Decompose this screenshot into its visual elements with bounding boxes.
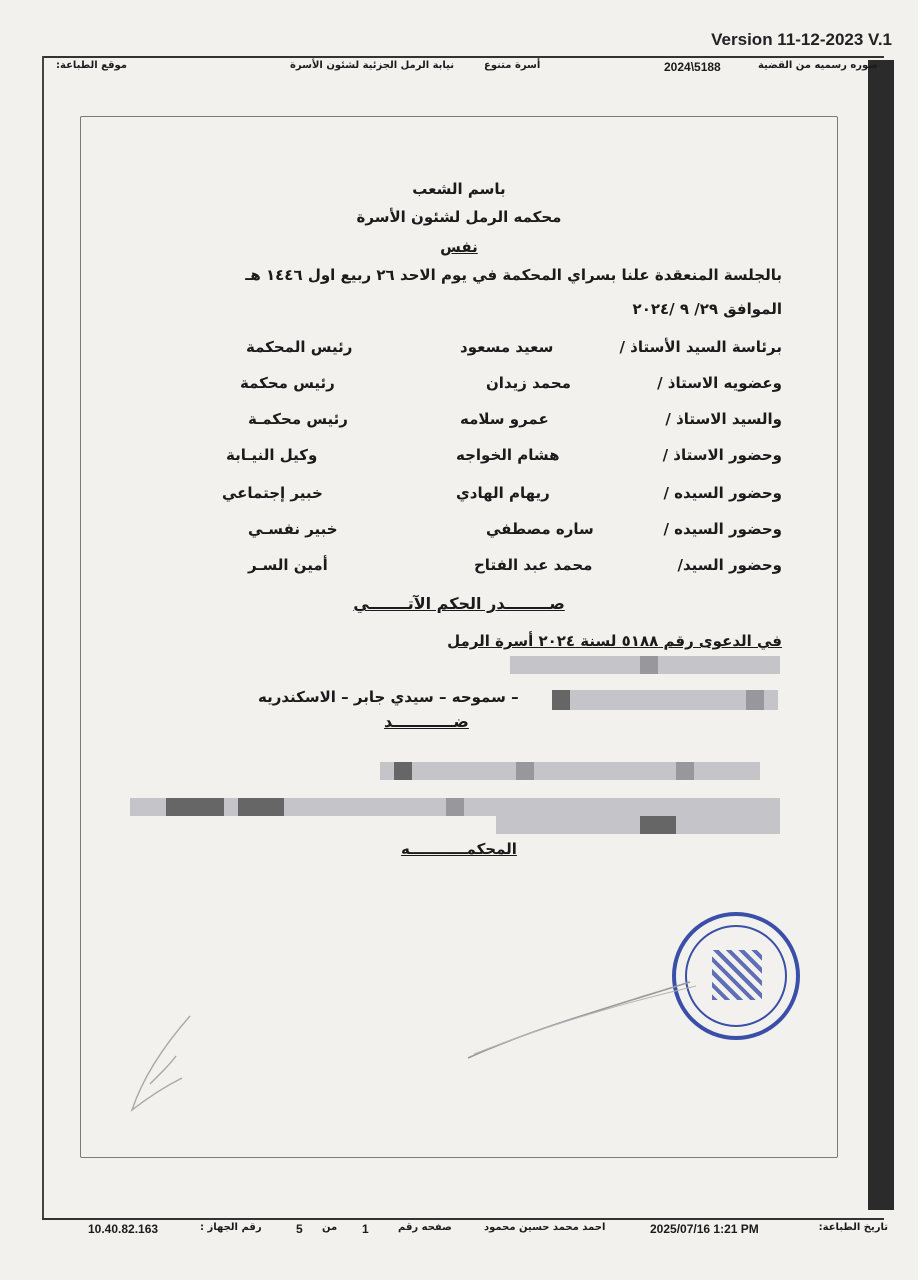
panel-name: سعيد مسعود bbox=[460, 338, 554, 356]
redaction-block bbox=[640, 656, 658, 674]
court-heading: المحكمـــــــــــه bbox=[401, 840, 517, 858]
date-line: الموافق ٢٩/ ٩ /٢٠٢٤ bbox=[632, 300, 782, 318]
against-label: ضـــــــــــد bbox=[384, 712, 469, 731]
case-type: أسرة متنوع bbox=[484, 60, 541, 71]
panel-role: وكيل النيـابة bbox=[226, 446, 318, 464]
session-line: بالجلسة المنعقدة علنا بسراي المحكمة في يوم الاحد ٢٦ ربيع اول ١٤٤٦ هـ bbox=[245, 266, 782, 284]
print-date-label: تاريخ الطباعة: bbox=[818, 1222, 888, 1233]
page-label: صفحه رقم bbox=[398, 1222, 452, 1233]
redaction-block bbox=[238, 798, 284, 816]
printed-by: احمد محمد حسين محمود bbox=[484, 1222, 606, 1233]
subject-title: نفس bbox=[440, 238, 478, 256]
redaction-block bbox=[552, 690, 570, 710]
redaction-block bbox=[496, 816, 780, 834]
of-label: من bbox=[322, 1222, 338, 1233]
print-datetime: 2025/07/16 1:21 PM bbox=[650, 1222, 759, 1236]
panel-label: برئاسة السيد الأستاذ / bbox=[619, 338, 782, 356]
panel-role: رئيس المحكمة bbox=[246, 338, 353, 356]
panel-role: خبير إجتماعي bbox=[222, 484, 323, 502]
panel-label: وحضور السيد/ bbox=[677, 556, 782, 574]
handwritten-initials bbox=[120, 1010, 210, 1120]
invocation: باسم الشعب bbox=[412, 180, 506, 198]
handwritten-signature bbox=[460, 970, 700, 1070]
panel-role: رئيس محكمة bbox=[240, 374, 335, 392]
print-location-label: موقع الطباعة: bbox=[56, 60, 127, 71]
panel-role: أمين السـر bbox=[248, 556, 328, 574]
header-rule bbox=[42, 56, 884, 58]
panel-label: والسيد الاستاذ / bbox=[665, 410, 782, 428]
panel-label: وعضويه الاستاذ / bbox=[657, 374, 782, 392]
panel-role: خبير نفسـي bbox=[248, 520, 338, 538]
panel-label: وحضور الاستاذ / bbox=[662, 446, 782, 464]
redaction-block bbox=[166, 798, 224, 816]
case-line: في الدعوى رقم ٥١٨٨ لسنة ٢٠٢٤ أسرة الرمل bbox=[447, 632, 782, 650]
panel-name: محمد زيدان bbox=[486, 374, 571, 392]
case-copy-label: صوره رسميه من القضية bbox=[757, 60, 878, 71]
panel-name: ساره مصطفي bbox=[486, 520, 594, 538]
panel-name: محمد عبد الفتاح bbox=[474, 556, 593, 574]
redaction-block bbox=[380, 762, 760, 780]
panel-name: هشام الخواجه bbox=[456, 446, 560, 464]
device-ip: 10.40.82.163 bbox=[88, 1222, 159, 1236]
redaction-block bbox=[516, 762, 534, 780]
redaction-block bbox=[446, 798, 464, 816]
court-name: محكمه الرمل لشئون الأسرة bbox=[356, 208, 562, 226]
address-line: – سموحه – سيدي جابر – الاسكندريه bbox=[258, 688, 519, 706]
version-label: Version 11-12-2023 V.1 bbox=[711, 30, 892, 49]
panel-name: ريهام الهادي bbox=[456, 484, 550, 502]
redaction-block bbox=[640, 816, 676, 834]
page-total: 5 bbox=[296, 1222, 303, 1236]
footer-rule bbox=[42, 1218, 884, 1220]
scan-edge-shadow bbox=[868, 60, 894, 1210]
case-number: 2024\5188 bbox=[664, 60, 721, 74]
device-label: رقم الجهاز : bbox=[200, 1222, 262, 1233]
redaction-block bbox=[394, 762, 412, 780]
page-number: 1 bbox=[362, 1222, 369, 1236]
redaction-block bbox=[552, 690, 778, 710]
redaction-block bbox=[676, 762, 694, 780]
redaction-block bbox=[746, 690, 764, 710]
panel-label: وحضور السيده / bbox=[663, 520, 782, 538]
verdict-heading: صــــــــدر الحكم الآتـــــــي bbox=[353, 594, 565, 613]
left-rule bbox=[42, 56, 44, 1220]
panel-name: عمرو سلامه bbox=[460, 410, 549, 428]
prosecution-name: نيابة الرمل الجزئية لشئون الأسرة bbox=[290, 60, 455, 71]
panel-role: رئيس محكمـة bbox=[248, 410, 348, 428]
panel-label: وحضور السيده / bbox=[663, 484, 782, 502]
